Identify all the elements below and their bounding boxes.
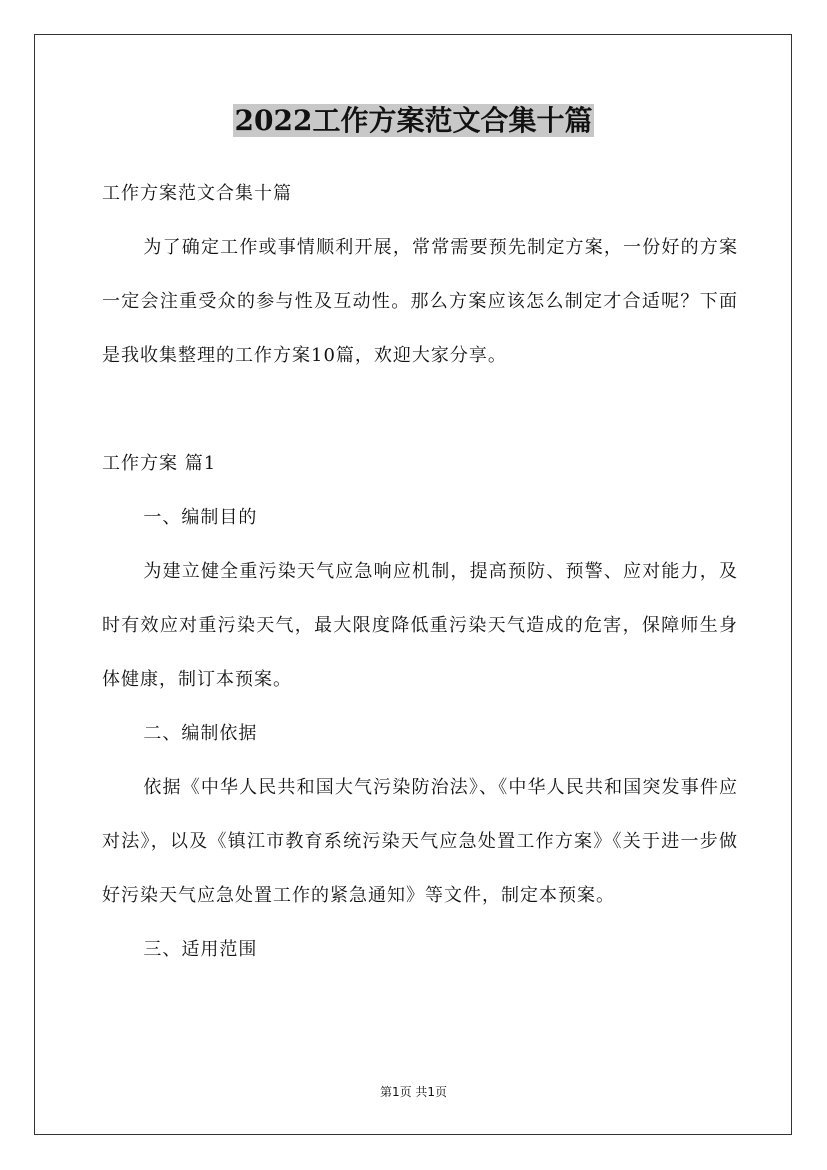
page-footer: 第1页 共1页 bbox=[379, 1085, 448, 1099]
document-title-text: 2022工作方案范文合集十篇 bbox=[234, 104, 593, 137]
section-heading-plan-1: 工作方案 篇1 bbox=[102, 453, 217, 474]
document-title bbox=[0, 100, 827, 142]
heading-purpose: 一、编制目的 bbox=[143, 507, 258, 528]
basis-paragraph: 依据《中华人民共和国大气污染防治法》、《中华人民共和国突发事件应对法》，以及《镇江市教育系统污染天气应急处置工作方案》《关于进一步做好污染天气应急处置工作的紧急通知》等文件，制定本预案。 bbox=[102, 777, 738, 906]
purpose-paragraph: 为建立健全重污染天气应急响应机制，提高预防、预警、应对能力，及时有效应对重污染天气，最大限度降低重污染天气造成的危害，保障师生身体健康，制订本预案。 bbox=[102, 561, 738, 690]
document-body bbox=[102, 167, 738, 977]
intro-paragraph: 为了确定工作或事情顺利开展，常常需要预先制定方案，一份好的方案一定会注重受众的参与性及互动性。那么方案应该怎么制定才合适呢？下面是我收集整理的工作方案10篇，欢迎大家分享。 bbox=[102, 237, 738, 366]
heading-basis: 二、编制依据 bbox=[143, 723, 258, 744]
heading-scope: 三、适用范围 bbox=[143, 939, 258, 960]
subtitle-paragraph: 工作方案范文合集十篇 bbox=[102, 183, 292, 204]
paragraph-gap bbox=[102, 383, 738, 437]
